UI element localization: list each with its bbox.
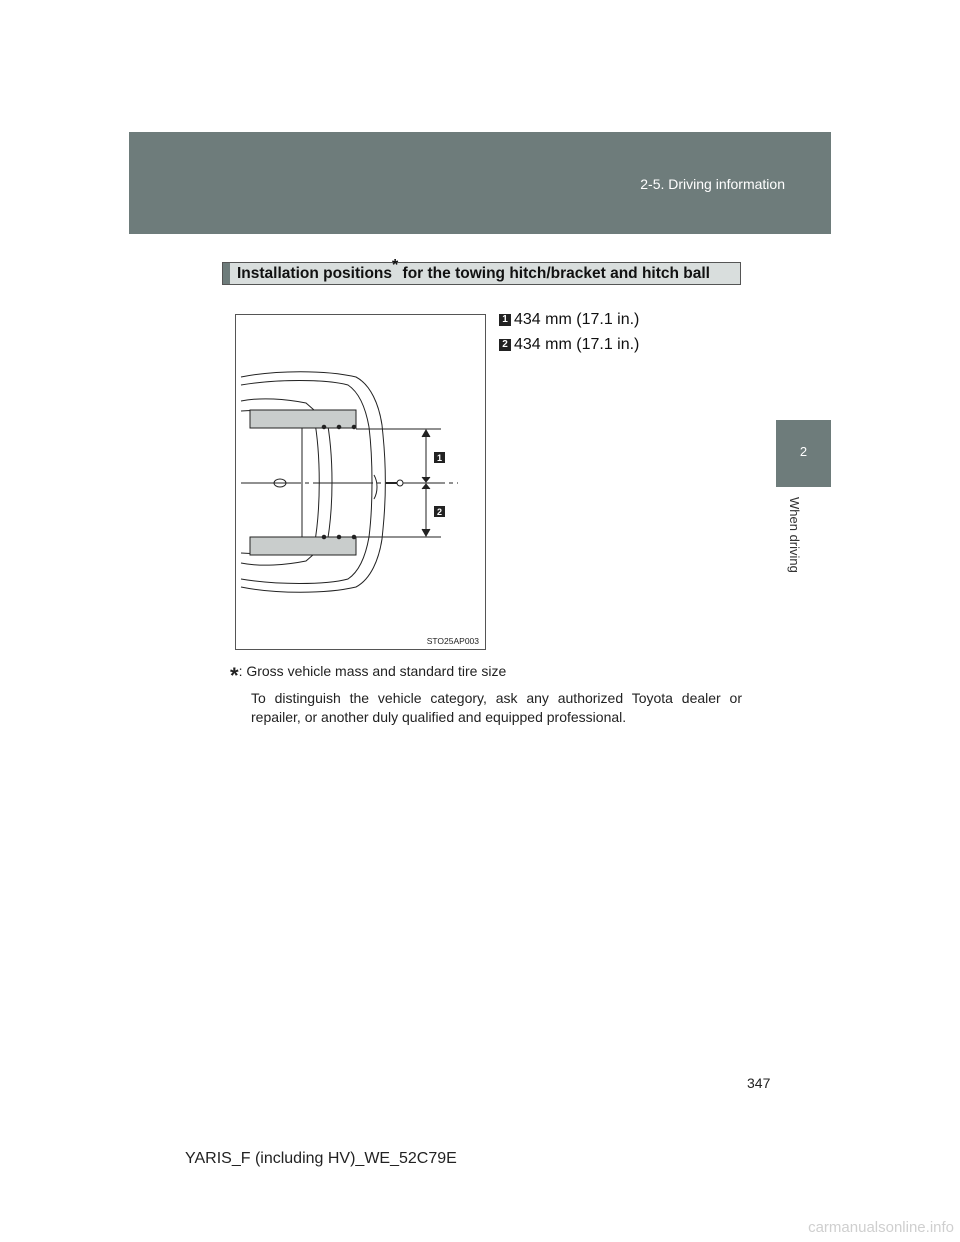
page-number: 347: [747, 1075, 771, 1091]
footnote-body: To distinguish the vehicle category, ask any authorized Toyota dealer or repailer, or another duly qualified and equipped professional.: [251, 690, 742, 725]
legend-number-1: 1: [499, 314, 511, 326]
footnote: [230, 663, 742, 727]
section-heading: [222, 257, 741, 285]
document-id: YARIS_F (including HV)_WE_52C79E: [185, 1150, 457, 1167]
callout-2-badge: [434, 506, 445, 517]
chapter-tab: [776, 420, 831, 487]
callout-2-label: 2: [436, 507, 443, 517]
legend-item-1: [499, 311, 639, 329]
legend-number-2: 2: [499, 339, 511, 351]
header-band: [129, 132, 831, 234]
heading-text: Installation positions* for the towing hitch/bracket and hitch ball: [237, 257, 710, 282]
legend-text-1: 434 mm (17.1 in.): [514, 311, 640, 328]
legend-text-2: 434 mm (17.1 in.): [514, 336, 640, 353]
heading-asterisk: *: [392, 257, 399, 275]
callout-1-badge: [434, 452, 445, 463]
heading-accent-bar: [223, 263, 230, 284]
watermark: carmanualsonline.info: [808, 1219, 954, 1236]
legend-item-2: [499, 336, 639, 354]
figure-code: STO25AP003: [426, 636, 479, 646]
callout-1-label: 1: [436, 453, 443, 463]
section-label: 2-5. Driving information: [640, 176, 785, 192]
footnote-marker: *: [230, 663, 239, 688]
footnote-line-1: : Gross vehicle mass and standard tire size: [238, 663, 507, 679]
hitch-position-figure: [235, 314, 486, 650]
vehicle-top-view-illustration: [236, 315, 485, 649]
chapter-title: When driving: [787, 497, 802, 573]
chapter-number: 2: [799, 444, 808, 459]
